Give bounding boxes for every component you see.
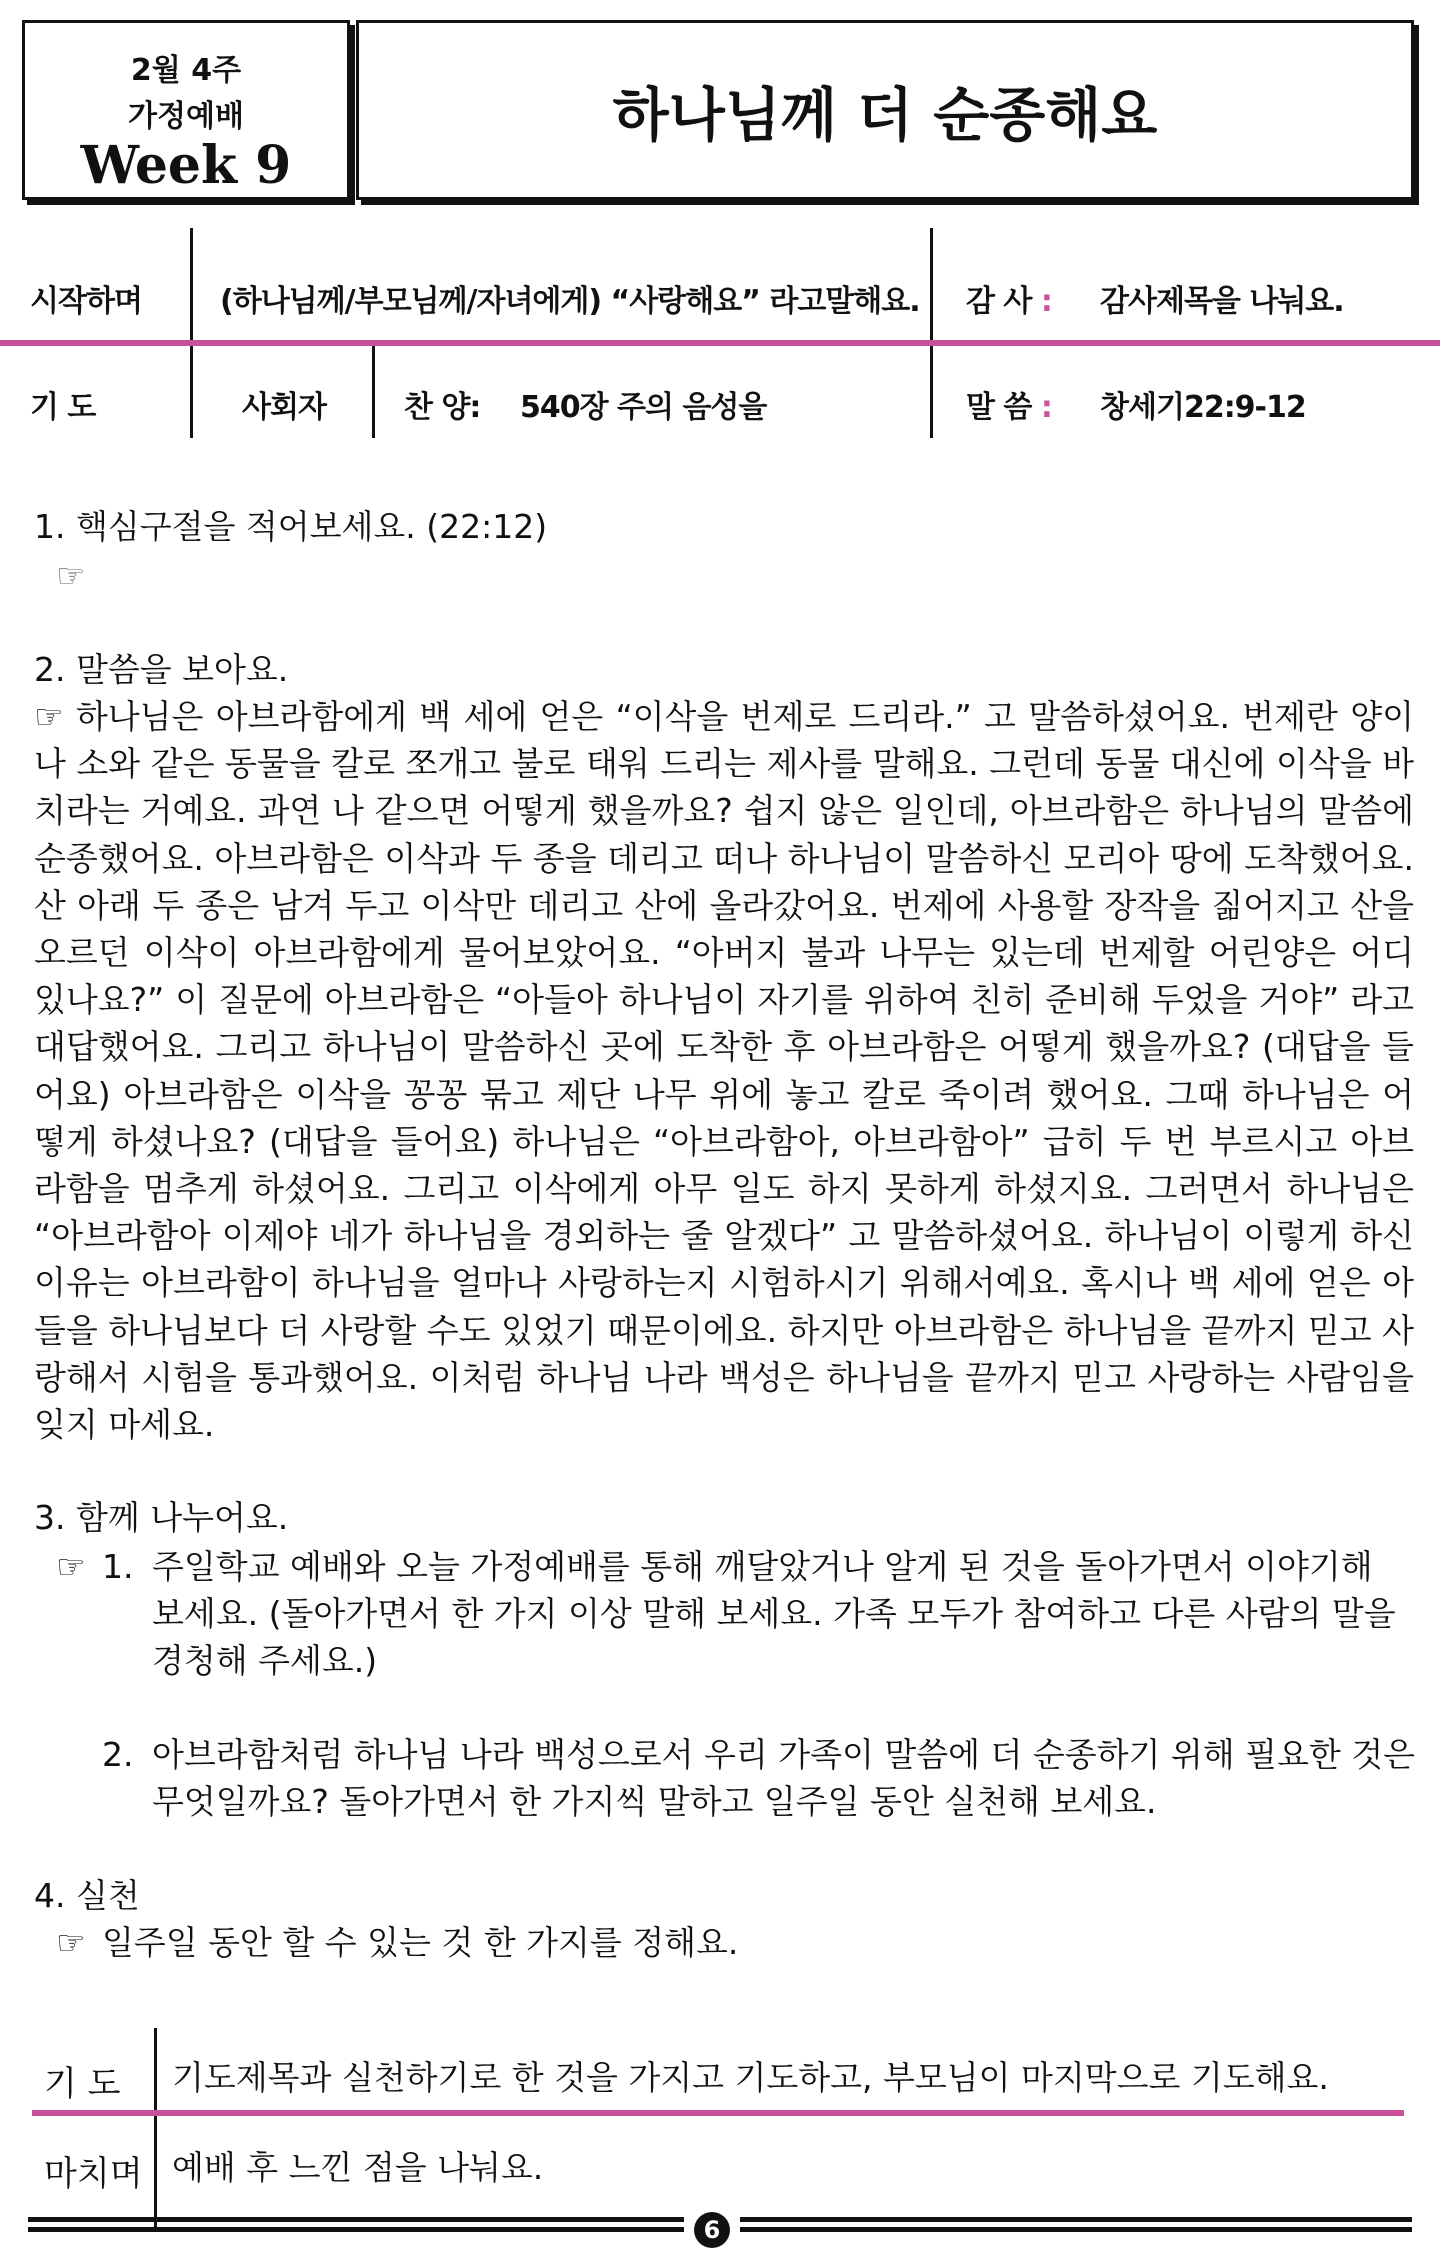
pink-rule bbox=[32, 2110, 1404, 2116]
word-colon: : bbox=[1040, 390, 1052, 425]
footer-rule bbox=[28, 2227, 684, 2232]
item-1-line: 주일학교 예배와 오늘 가정예배를 통해 깨달았거나 알게 된 것을 돌아가면서 이야기해 bbox=[152, 1547, 1373, 1586]
closing-prayer-text: 기도제목과 실천하기로 한 것을 가지고 기도하고, 부모님이 마지막으로 기도해요. bbox=[172, 2058, 1329, 2097]
footer-rule bbox=[740, 2217, 1412, 2222]
word-text: 창세기22:9-12 bbox=[1100, 390, 1306, 425]
footer-rule bbox=[28, 2217, 684, 2222]
thanks-colon: : bbox=[1040, 284, 1052, 319]
item-1-line: 경청해 주세요.) bbox=[152, 1641, 378, 1680]
thanks-text: 감사제목을 나눠요. bbox=[1100, 284, 1344, 319]
thanks-label bbox=[966, 276, 1052, 320]
section-2-body: ☞ 하나님은 아브라함에게 백 세에 얻은 “이삭을 번제로 드리라.” 고 말씀하셨어요. 번제란 양이나 소와 같은 동물을 칼로 쪼개고 불로 태워 드리는 제사를 말해요. 그런데 동물 대신에 이삭을 바치라는 거예요. 과연 나 같으면 어떻게 했을까요? 쉽지 않은 일인데, 아브라함은 하나님의 말씀에 순종했어요. 아브라함은 이삭과 두 종을 데리고 떠나 하나님이 말씀하신 모리아 땅에 도착했어요. 산 아래 두 종은 남겨 두고 이삭만 데리고 산에 올라갔어요. 번제에 사용할 장작을 짊어지고 산을 오르던 이삭이 아브라함에게 물어보았어요. “아버지 불과 나무는 있는데 번제할 어린양은 어디 있나요?” 이 질문에 아브라함은 “아들아 하나님이 자기를 위하여 친히 준비해 두었을 거야” 라고 대답했어요. 그리고 하나님이 말씀하신 곳에 도착한 후 아브라함은 어떻게 했을까요? (대답을 들어요) 아브라함은 이삭을 꽁꽁 묶고 제단 나무 위에 놓고 칼로 죽이려 했어요. 그때 하나님은 어떻게 하셨나요? (대답을 들어요) 하나님은 “아브라함아, 아브라함아” 급히 두 번 부르시고 아브라함을 멈추게 하셨어요. 그리고 이삭에게 아무 일도 하지 못하게 하셨지요. 그러면서 하나님은 “아브라함아 이제야 네가 하나님을 경외하는 줄 알겠다” 고 말씀하셨어요. 하나님이 이렇게 하신 이유는 아브라함이 하나님을 얼마나 사랑하는지 시험하시기 위해서예요. 혹시나 백 세에 얻은 아들을 하나님보다 더 사랑할 수도 있었기 때문이에요. 하지만 아브라함은 하나님을 끝까지 믿고 사랑해서 시험을 통과했어요. 이처럼 하나님 나라 백성은 하나님을 끝까지 믿고 사랑하는 사람임을 잊지 마세요. bbox=[34, 697, 1414, 1445]
divider bbox=[190, 228, 193, 438]
pointer-icon: ☞ bbox=[56, 1923, 86, 1962]
item-1-line: 보세요. (돌아가면서 한 가지 이상 말해 보세요. 가족 모두가 참여하고 다른 사람의 말을 bbox=[152, 1594, 1396, 1633]
praise-text: 540장 주의 음성을 bbox=[520, 390, 767, 425]
end-label: 마치며 bbox=[44, 2154, 143, 2194]
praise-label: 찬 양: bbox=[404, 390, 481, 425]
week-box bbox=[22, 20, 350, 200]
end-text: 예배 후 느낀 점을 나눠요. bbox=[172, 2148, 544, 2187]
section-4-body: 일주일 동안 할 수 있는 것 한 가지를 정해요. bbox=[102, 1923, 739, 1962]
pink-rule bbox=[0, 340, 1440, 346]
pointer-icon: ☞ bbox=[56, 556, 86, 595]
item-2-line: 아브라함처럼 하나님 나라 백성으로서 우리 가족이 말씀에 더 순종하기 위해 필요한 것은 bbox=[152, 1735, 1415, 1774]
thanks-label-text: 감 사 bbox=[966, 284, 1032, 319]
section-3-title: 3. 함께 나누어요. bbox=[34, 1498, 289, 1537]
prayer-label: 기 도 bbox=[30, 390, 96, 425]
leader-label: 사회자 bbox=[242, 390, 326, 425]
divider bbox=[372, 346, 375, 438]
section-2-title: 2. 말씀을 보아요. bbox=[34, 650, 289, 689]
week-line: 2월 4주 bbox=[130, 53, 242, 88]
item-2-line: 무엇일까요? 돌아가면서 한 가지씩 말하고 일주일 동안 실천해 보세요. bbox=[152, 1782, 1157, 1821]
divider bbox=[154, 2028, 157, 2228]
footer-rule bbox=[740, 2227, 1412, 2232]
section-1-title: 1. 핵심구절을 적어보세요. (22:12) bbox=[34, 507, 548, 546]
item-1-number: 1. bbox=[102, 1547, 134, 1586]
page-number: 6 bbox=[694, 2212, 730, 2248]
page-title: 하나님께 더 순종해요 bbox=[612, 81, 1158, 149]
word-label-text: 말 씀 bbox=[966, 390, 1032, 425]
word-label bbox=[966, 382, 1052, 426]
divider bbox=[930, 228, 933, 438]
item-2-number: 2. bbox=[102, 1735, 134, 1774]
section-4-title: 4. 실천 bbox=[34, 1876, 140, 1915]
pointer-icon: ☞ bbox=[56, 1547, 86, 1586]
start-text: (하나님께/부모님께/자녀에게) “사랑해요” 라고말해요. bbox=[220, 284, 920, 319]
week-label: Week 9 bbox=[80, 135, 292, 196]
worship-type: 가정예배 bbox=[128, 99, 244, 134]
closing-prayer-label: 기 도 bbox=[44, 2064, 121, 2104]
title-box bbox=[356, 20, 1414, 200]
start-label: 시작하며 bbox=[30, 284, 142, 319]
